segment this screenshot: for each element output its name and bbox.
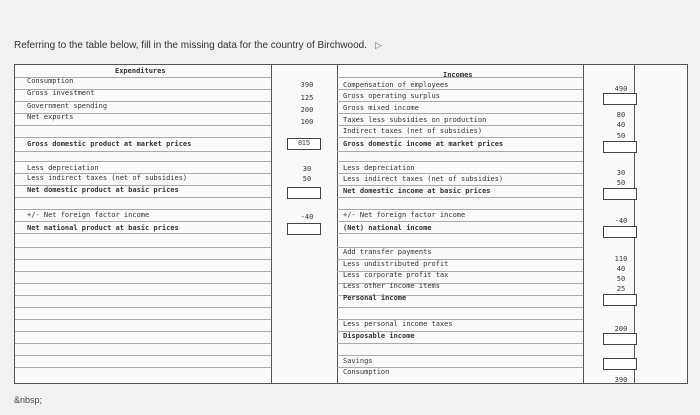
ndi-answer-input[interactable]	[603, 188, 637, 200]
expenditures-header: Expenditures	[115, 67, 166, 75]
row-rule	[15, 331, 271, 332]
row-label: Gross operating surplus	[343, 92, 440, 100]
row-rule	[15, 259, 271, 260]
row-label: Gross investment	[27, 89, 95, 97]
gross-operating-surplus-input[interactable]	[603, 93, 637, 105]
row-rule	[337, 221, 583, 222]
savings-input[interactable]	[603, 358, 637, 370]
row-rule	[337, 343, 583, 344]
value-cell: -40	[300, 213, 314, 221]
row-rule	[15, 247, 271, 248]
row-rule	[337, 151, 583, 152]
row-rule	[337, 197, 583, 198]
row-rule	[337, 355, 583, 356]
row-rule	[15, 209, 271, 210]
row-rule	[15, 295, 271, 296]
row-rule	[15, 343, 271, 344]
value-cell: 110	[614, 255, 628, 263]
row-rule	[15, 151, 271, 152]
personal-income-label: Personal income	[343, 294, 407, 302]
gdp-value: 815	[287, 138, 321, 150]
row-label: Indirect taxes (net of subsidies)	[343, 127, 483, 135]
national-accounts-table	[14, 64, 688, 384]
ndi-label: Net domestic income at basic prices	[343, 187, 491, 195]
value-cell: 25	[616, 285, 626, 293]
value-cell: -40	[614, 217, 628, 225]
row-rule	[337, 101, 583, 102]
row-rule	[15, 283, 271, 284]
row-rule	[15, 197, 271, 198]
row-rule	[337, 161, 583, 162]
row-label: Less depreciation	[343, 164, 415, 172]
row-rule	[15, 161, 271, 162]
nni-answer-input[interactable]	[603, 226, 637, 238]
row-label: +/- Net foreign factor income	[343, 211, 466, 219]
column-divider	[583, 65, 584, 383]
ndp-label: Net domestic product at basic prices	[27, 186, 179, 194]
row-label: Less other income items	[343, 282, 440, 290]
row-rule	[337, 137, 583, 138]
value-cell: 390	[614, 376, 628, 384]
incomes-header: Incomes	[443, 71, 473, 79]
value-cell: 50	[616, 179, 626, 187]
row-rule	[337, 233, 583, 234]
row-label: Less indirect taxes (net of subsidies)	[27, 174, 188, 182]
row-rule	[337, 307, 583, 308]
row-label: Net exports	[27, 113, 74, 121]
row-label: +/- Net foreign factor income	[27, 211, 150, 219]
row-rule	[337, 185, 583, 186]
row-label: Gross mixed income	[343, 104, 419, 112]
value-cell: 390	[300, 81, 314, 89]
row-rule	[337, 113, 583, 114]
nnp-label: Net national product at basic prices	[27, 224, 179, 232]
row-label: Compensation of employees	[343, 81, 449, 89]
row-label: Consumption	[343, 368, 390, 376]
row-label: Less personal income taxes	[343, 320, 453, 328]
disposable-income-label: Disposable income	[343, 332, 415, 340]
footer-text: &nbsp;	[14, 395, 43, 405]
row-label: Savings	[343, 357, 373, 365]
value-cell: 50	[616, 275, 626, 283]
value-cell: 80	[616, 111, 626, 119]
disposable-income-input[interactable]	[603, 333, 637, 345]
row-label: Consumption	[27, 77, 74, 85]
value-cell: 200	[614, 325, 628, 333]
value-cell: 40	[616, 265, 626, 273]
cursor-icon: ▷	[374, 40, 382, 50]
gdp-label: Gross domestic product at market prices	[27, 140, 192, 148]
value-cell: 30	[616, 169, 626, 177]
row-label: Less indirect taxes (net of subsidies)	[343, 175, 504, 183]
row-label: Add transfer payments	[343, 248, 432, 256]
row-rule	[15, 367, 271, 368]
row-rule	[15, 233, 271, 234]
value-cell: 50	[302, 175, 312, 183]
ndp-answer-input[interactable]	[287, 187, 321, 199]
row-rule	[337, 125, 583, 126]
row-rule	[337, 209, 583, 210]
row-rule	[15, 307, 271, 308]
row-rule	[15, 125, 271, 126]
row-label: Less depreciation	[27, 164, 99, 172]
question-label: Referring to the table below, fill in the missing data for the country of Birchwood.	[14, 40, 367, 51]
value-cell: 200	[300, 106, 314, 114]
value-cell: 125	[300, 94, 314, 102]
row-label: Less corporate profit tax	[343, 271, 449, 279]
personal-income-input[interactable]	[603, 294, 637, 306]
value-cell: 40	[616, 121, 626, 129]
nni-label: (Net) national income	[343, 224, 432, 232]
row-rule	[15, 319, 271, 320]
question-text	[14, 40, 382, 51]
row-rule	[15, 221, 271, 222]
value-cell: 30	[302, 165, 312, 173]
row-label: Less undistributed profit	[343, 260, 449, 268]
row-label: Taxes less subsidies on production	[343, 116, 487, 124]
row-rule	[15, 271, 271, 272]
row-rule	[15, 355, 271, 356]
row-rule	[337, 173, 583, 174]
value-cell: 50	[616, 132, 626, 140]
value-cell: 100	[300, 118, 314, 126]
value-cell: 490	[614, 85, 628, 93]
gdi-label: Gross domestic income at market prices	[343, 140, 504, 148]
row-rule	[15, 137, 271, 138]
gdi-answer-input[interactable]	[603, 141, 637, 153]
nnp-answer-input[interactable]	[287, 223, 321, 235]
column-divider	[271, 65, 272, 383]
row-label: Government spending	[27, 102, 108, 110]
